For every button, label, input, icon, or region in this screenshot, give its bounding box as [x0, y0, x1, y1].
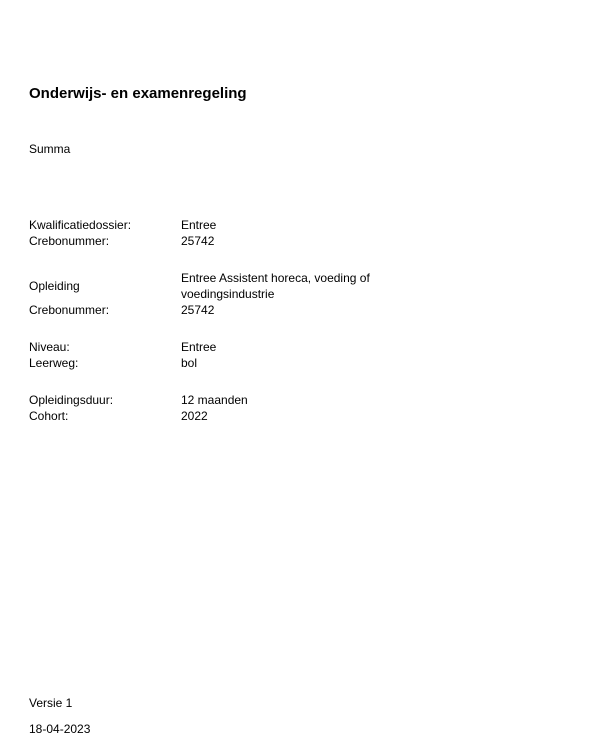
crebonummer-opleiding-label: Crebonummer: [29, 303, 110, 317]
leerweg-value: bol [181, 356, 198, 370]
crebonummer-dossier-value: 25742 [181, 234, 215, 248]
opleiding-label: Opleiding [29, 279, 80, 293]
leerweg-label: Leerweg: [29, 356, 79, 370]
kwalificatiedossier-value: Entree [181, 218, 217, 232]
crebonummer-dossier-label: Crebonummer: [29, 234, 110, 248]
cohort-value: 2022 [181, 409, 208, 423]
crebonummer-opleiding-value: 25742 [181, 303, 215, 317]
opleidingsduur-value: 12 maanden [181, 393, 248, 407]
kwalificatiedossier-label: Kwalificatiedossier: [29, 218, 132, 232]
document-date: 18-04-2023 [29, 722, 91, 736]
version-label: Versie 1 [29, 696, 73, 710]
organization-name: Summa [29, 142, 71, 156]
opleiding-value: Entree Assistent horeca, voeding of voedingsindustrie [181, 271, 370, 301]
cohort-label: Cohort: [29, 409, 69, 423]
document-title: Onderwijs- en examenregeling [29, 85, 247, 102]
niveau-value: Entree [181, 340, 217, 354]
niveau-label: Niveau: [29, 340, 70, 354]
opleidingsduur-label: Opleidingsduur: [29, 393, 114, 407]
